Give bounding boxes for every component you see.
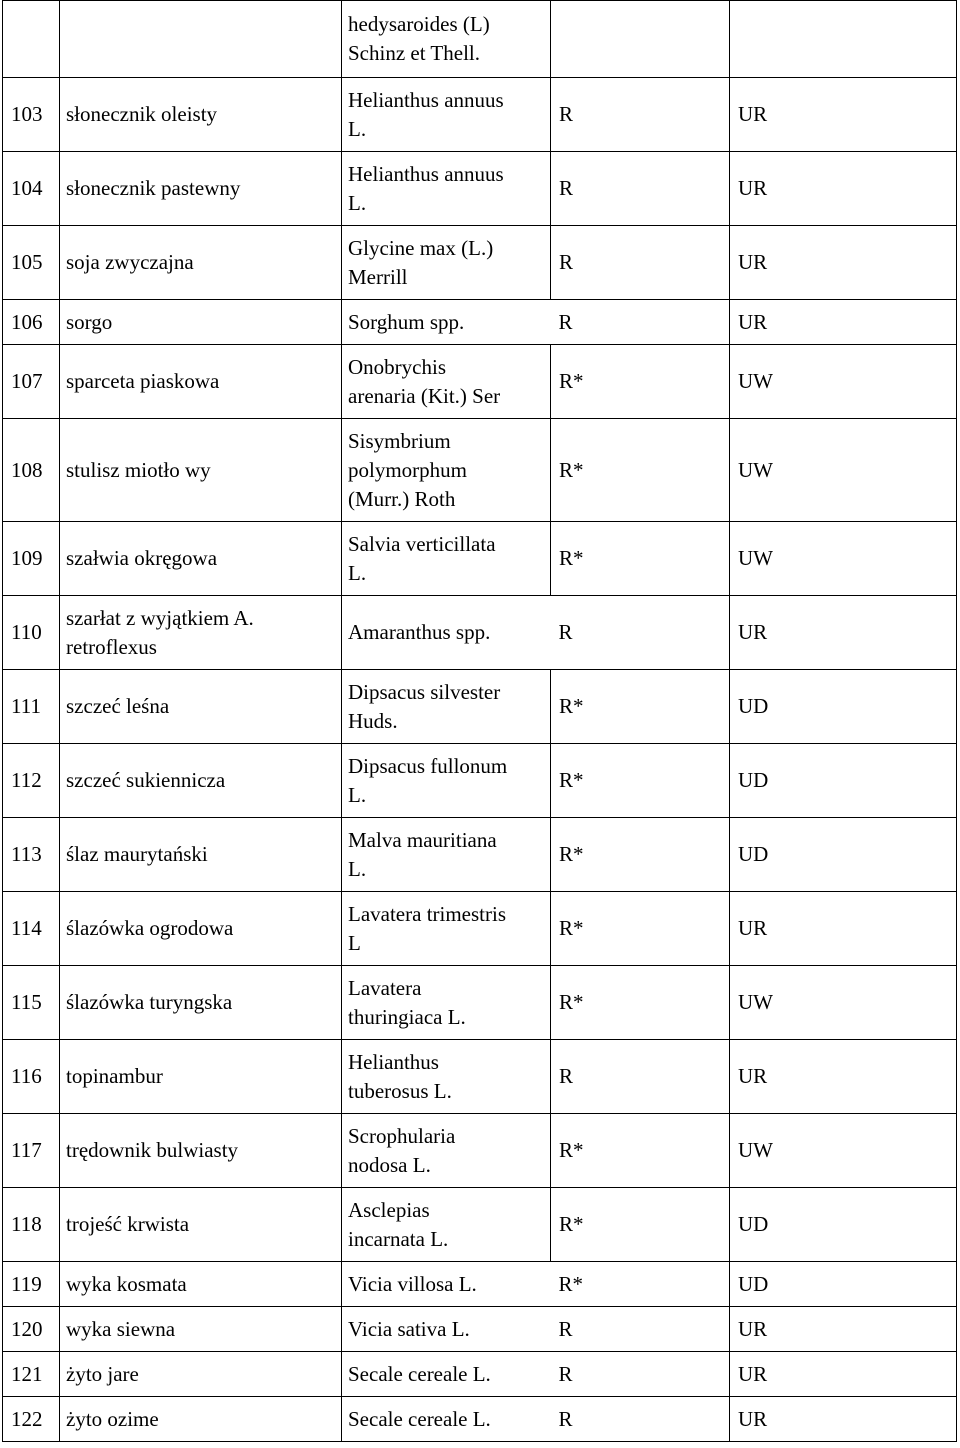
polish-name: wyka kosmata (60, 1262, 342, 1307)
table-row (3, 300, 957, 345)
latin-name: hedysaroides (L) Schinz et Thell. (342, 1, 551, 78)
table-row (3, 744, 957, 818)
row-number: 122 (3, 1397, 60, 1442)
category-code: UD (730, 818, 957, 892)
category-code: UR (730, 1397, 957, 1442)
polish-name: słonecznik oleisty (60, 78, 342, 152)
category-code: UW (730, 522, 957, 596)
status-code: R (551, 1352, 730, 1397)
polish-name: szarłat z wyjątkiem A. retroflexus (60, 596, 342, 670)
table-row (3, 226, 957, 300)
row-number: 107 (3, 345, 60, 419)
latin-name: Sorghum spp. (342, 300, 551, 345)
category-code: UW (730, 345, 957, 419)
category-code: UR (730, 78, 957, 152)
row-number: 116 (3, 1040, 60, 1114)
row-number (3, 1, 60, 78)
table-row (3, 1352, 957, 1397)
latin-name: Lavatera trimestris L (342, 892, 551, 966)
table-row (3, 152, 957, 226)
table-row (3, 419, 957, 522)
status-code: R (551, 1040, 730, 1114)
polish-name: sparceta piaskowa (60, 345, 342, 419)
latin-name: Helianthus annuus L. (342, 152, 551, 226)
status-code: R (551, 226, 730, 300)
table-row (3, 1188, 957, 1262)
category-code: UR (730, 226, 957, 300)
polish-name: topinambur (60, 1040, 342, 1114)
table-row (3, 522, 957, 596)
status-code: R (551, 152, 730, 226)
category-code: UW (730, 1114, 957, 1188)
polish-name: ślaz maurytański (60, 818, 342, 892)
table-row (3, 818, 957, 892)
latin-name: Sisymbrium polymorphum (Murr.) Roth (342, 419, 551, 522)
latin-name: Dipsacus silvester Huds. (342, 670, 551, 744)
row-number: 104 (3, 152, 60, 226)
row-number: 113 (3, 818, 60, 892)
polish-name: ślazówka turyngska (60, 966, 342, 1040)
status-code: R (551, 596, 730, 670)
status-code: R (551, 1397, 730, 1442)
category-code: UR (730, 1040, 957, 1114)
polish-name: słonecznik pastewny (60, 152, 342, 226)
latin-name: Asclepias incarnata L. (342, 1188, 551, 1262)
category-code: UR (730, 1307, 957, 1352)
latin-name: Secale cereale L. (342, 1352, 551, 1397)
row-number: 120 (3, 1307, 60, 1352)
category-code: UR (730, 300, 957, 345)
latin-name: Scrophularia nodosa L. (342, 1114, 551, 1188)
status-code: R* (551, 744, 730, 818)
table-row (3, 1114, 957, 1188)
latin-name: Malva mauritiana L. (342, 818, 551, 892)
polish-name: sorgo (60, 300, 342, 345)
row-number: 110 (3, 596, 60, 670)
category-code: UR (730, 152, 957, 226)
latin-name: Vicia sativa L. (342, 1307, 551, 1352)
row-number: 106 (3, 300, 60, 345)
table-row (3, 78, 957, 152)
status-code: R* (551, 1114, 730, 1188)
polish-name: żyto jare (60, 1352, 342, 1397)
category-code (730, 1, 957, 78)
table-row (3, 1, 957, 78)
row-number: 119 (3, 1262, 60, 1307)
status-code: R (551, 300, 730, 345)
species-table-body (3, 1, 957, 1442)
status-code: R* (551, 1262, 730, 1307)
polish-name: ślazówka ogrodowa (60, 892, 342, 966)
status-code: R* (551, 1188, 730, 1262)
polish-name: stulisz miotło wy (60, 419, 342, 522)
row-number: 121 (3, 1352, 60, 1397)
row-number: 114 (3, 892, 60, 966)
latin-name: Dipsacus fullonum L. (342, 744, 551, 818)
status-code (551, 1, 730, 78)
category-code: UR (730, 596, 957, 670)
table-row (3, 966, 957, 1040)
row-number: 111 (3, 670, 60, 744)
polish-name: wyka siewna (60, 1307, 342, 1352)
row-number: 109 (3, 522, 60, 596)
latin-name: Helianthus tuberosus L. (342, 1040, 551, 1114)
latin-name: Glycine max (L.) Merrill (342, 226, 551, 300)
row-number: 108 (3, 419, 60, 522)
table-row (3, 1262, 957, 1307)
row-number: 118 (3, 1188, 60, 1262)
status-code: R (551, 1307, 730, 1352)
category-code: UD (730, 1188, 957, 1262)
status-code: R* (551, 966, 730, 1040)
table-row (3, 892, 957, 966)
latin-name: Amaranthus spp. (342, 596, 551, 670)
status-code: R* (551, 522, 730, 596)
category-code: UW (730, 419, 957, 522)
category-code: UR (730, 1352, 957, 1397)
table-row (3, 1307, 957, 1352)
category-code: UD (730, 1262, 957, 1307)
table-row (3, 670, 957, 744)
polish-name: trojeść krwista (60, 1188, 342, 1262)
latin-name: Lavatera thuringiaca L. (342, 966, 551, 1040)
category-code: UD (730, 670, 957, 744)
latin-name: Vicia villosa L. (342, 1262, 551, 1307)
table-row (3, 1397, 957, 1442)
category-code: UW (730, 966, 957, 1040)
latin-name: Onobrychis arenaria (Kit.) Ser (342, 345, 551, 419)
polish-name: szałwia okręgowa (60, 522, 342, 596)
polish-name: żyto ozime (60, 1397, 342, 1442)
table-row (3, 596, 957, 670)
category-code: UD (730, 744, 957, 818)
table-row (3, 345, 957, 419)
status-code: R* (551, 670, 730, 744)
row-number: 105 (3, 226, 60, 300)
latin-name: Helianthus annuus L. (342, 78, 551, 152)
species-table (2, 0, 957, 1442)
row-number: 117 (3, 1114, 60, 1188)
category-code: UR (730, 892, 957, 966)
polish-name: soja zwyczajna (60, 226, 342, 300)
polish-name: trędownik bulwiasty (60, 1114, 342, 1188)
row-number: 112 (3, 744, 60, 818)
row-number: 103 (3, 78, 60, 152)
status-code: R* (551, 892, 730, 966)
status-code: R* (551, 345, 730, 419)
polish-name: szczeć sukiennicza (60, 744, 342, 818)
row-number: 115 (3, 966, 60, 1040)
polish-name: szczeć leśna (60, 670, 342, 744)
polish-name (60, 1, 342, 78)
latin-name: Secale cereale L. (342, 1397, 551, 1442)
latin-name: Salvia verticillata L. (342, 522, 551, 596)
table-row (3, 1040, 957, 1114)
status-code: R* (551, 419, 730, 522)
status-code: R* (551, 818, 730, 892)
status-code: R (551, 78, 730, 152)
